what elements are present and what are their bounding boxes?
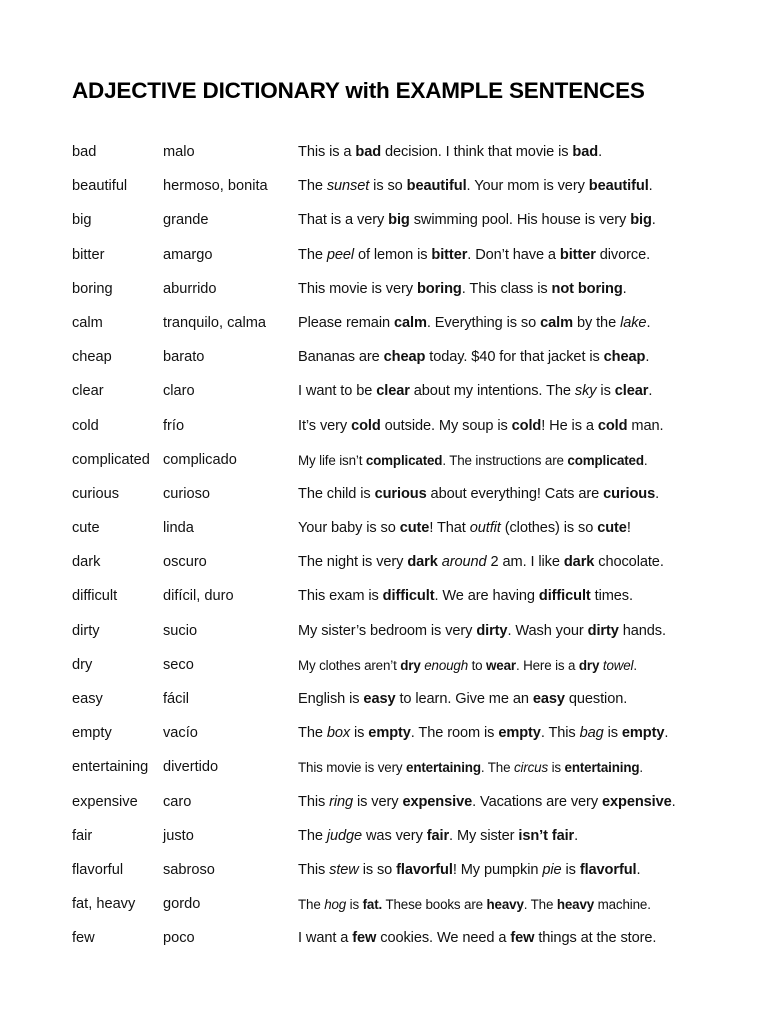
sentence-text: is (561, 861, 580, 878)
sentence-text: outside. My soup is (380, 417, 512, 434)
list-item (0, 443, 768, 477)
english-word: cold (72, 417, 99, 434)
example-sentence (298, 143, 602, 161)
english-word: easy (72, 691, 103, 707)
sentence-text: is (346, 897, 363, 913)
example-sentence (298, 553, 664, 571)
sentence-text: This movie is very (298, 760, 407, 776)
spanish-translation: seco (163, 656, 194, 673)
spanish-translation: amargo (163, 246, 213, 263)
list-item (0, 477, 768, 511)
sentence-text: . Here is a (515, 657, 579, 673)
sentence-text: decision. I think that movie is (381, 144, 573, 160)
adjective-highlight: heavy (486, 897, 524, 913)
spanish-translation: poco (163, 930, 195, 947)
example-sentence (298, 929, 656, 947)
sentence-text: . My sister (449, 827, 519, 844)
adjective-highlight: fat. (362, 897, 383, 913)
list-item (0, 716, 768, 750)
adjective-highlight: calm (393, 314, 427, 331)
adjective-highlight: cheap (603, 349, 646, 366)
sentence-text: . Vacations are very (472, 793, 602, 810)
sentence-text: of lemon is (354, 246, 432, 263)
sentence-text: . Wash your (507, 622, 588, 639)
adjective-highlight: not boring (551, 280, 623, 297)
example-sentence (298, 793, 676, 811)
sentence-text: The night is very (298, 554, 408, 571)
vocab-italic: hog (324, 897, 347, 913)
sentence-text: It’s very (298, 417, 352, 434)
spanish-translation: justo (163, 827, 194, 844)
vocab-italic: outfit (469, 520, 501, 537)
sentence-text: . (574, 827, 579, 844)
spanish-translation: tranquilo, calma (163, 314, 267, 331)
adjective-highlight: fair (426, 827, 450, 844)
list-item (0, 340, 768, 374)
list-item (0, 614, 768, 648)
sentence-text: Please remain (298, 314, 394, 331)
adjective-highlight: heavy (556, 897, 595, 913)
sentence-text: things at the store. (534, 930, 657, 947)
example-sentence (298, 587, 633, 605)
adjective-highlight: dirty (476, 622, 508, 639)
list-item (0, 785, 768, 819)
sentence-text: . (639, 760, 643, 776)
list-item (0, 853, 768, 887)
english-word: dirty (72, 622, 100, 639)
adjective-highlight: calm (540, 314, 573, 331)
sentence-text: I want to be (298, 383, 377, 400)
sentence-text: by the (572, 314, 621, 331)
sentence-text: The (298, 178, 327, 195)
english-word: boring (72, 280, 113, 297)
adjective-highlight: beautiful (406, 178, 467, 195)
sentence-text: I want a (298, 930, 353, 947)
spanish-translation: divertido (163, 759, 219, 776)
example-sentence (298, 896, 651, 914)
sentence-text: That is a very (298, 212, 389, 229)
vocab-italic: enough (424, 657, 469, 673)
english-word: dry (72, 656, 93, 673)
vocab-italic: sky (574, 383, 597, 400)
list-item (0, 545, 768, 579)
sentence-text: Your baby is so (298, 520, 400, 537)
english-word: bad (72, 144, 97, 160)
vocab-italic: lake (620, 314, 647, 331)
sentence-text: hands. (618, 622, 666, 639)
sentence-text: . The (523, 897, 557, 913)
adjective-highlight: bitter (559, 246, 596, 263)
adjective-highlight: flavorful (579, 861, 637, 878)
spanish-translation: hermoso, bonita (163, 178, 268, 195)
list-item (0, 750, 768, 784)
adjective-highlight: beautiful (588, 178, 649, 195)
english-word: difficult (72, 588, 118, 605)
vocab-italic: circus (513, 760, 549, 776)
list-item (0, 238, 768, 272)
sentence-text: 2 am. I like (486, 554, 564, 571)
spanish-translation: barato (163, 349, 205, 366)
sentence-text: . We are having (434, 588, 539, 605)
english-word: entertaining (72, 759, 149, 776)
adjective-highlight: easy (532, 691, 565, 707)
sentence-text: cookies. We need a (376, 930, 511, 947)
sentence-text: . This (540, 725, 580, 742)
adjective-highlight: curious (374, 485, 427, 502)
vocab-italic: stew (329, 861, 359, 878)
list-item (0, 579, 768, 613)
sentence-text: The (298, 897, 325, 913)
sentence-text: This is a (298, 144, 356, 160)
english-word: few (72, 930, 95, 947)
adjective-highlight: cold (351, 417, 381, 434)
spanish-translation: fácil (163, 691, 189, 707)
example-sentence (298, 485, 659, 503)
sentence-text: The child is (298, 485, 375, 502)
sentence-text: . (622, 280, 627, 297)
example-sentence (298, 177, 653, 195)
sentence-text: My sister’s bedroom is very (298, 622, 477, 639)
example-sentence (298, 280, 627, 298)
sentence-text: . Don’t have a (467, 246, 560, 263)
example-sentence (298, 246, 650, 264)
sentence-text: to (468, 657, 487, 673)
list-item (0, 887, 768, 921)
sentence-text: The (298, 246, 327, 263)
spanish-translation: linda (163, 520, 194, 537)
list-item (0, 648, 768, 682)
sentence-text: was very (362, 827, 427, 844)
list-item (0, 306, 768, 340)
example-sentence (298, 211, 656, 229)
sentence-text: is (603, 725, 622, 742)
sentence-text: English is (298, 691, 364, 707)
english-word: complicated (72, 451, 150, 468)
adjective-highlight: dark (407, 554, 438, 571)
spanish-translation: caro (163, 793, 192, 810)
adjective-highlight: dark (563, 554, 595, 571)
sentence-text: . (664, 725, 669, 742)
sentence-text: is so (358, 861, 397, 878)
spanish-translation: difícil, duro (163, 588, 234, 605)
sentence-text: question. (564, 691, 628, 707)
sentence-text: about my intentions. The (409, 383, 575, 400)
adjective-highlight: isn’t fair (518, 827, 575, 844)
sentence-text: . (643, 452, 648, 468)
sentence-text: . (671, 793, 676, 810)
sentence-text: ! (626, 520, 631, 537)
spanish-translation: grande (163, 212, 209, 229)
sentence-text: This (298, 793, 330, 810)
vocab-italic: pie (542, 861, 562, 878)
sentence-text: These books are (382, 897, 487, 913)
vocab-italic: sunset (326, 178, 370, 195)
english-word: big (72, 212, 92, 229)
sentence-text: This exam is (298, 588, 383, 605)
sentence-text: . This class is (461, 280, 552, 297)
adjective-highlight: entertaining (564, 760, 640, 776)
adjective-highlight: easy (363, 691, 396, 707)
adjective-highlight: wear (486, 657, 516, 673)
adjective-highlight: dry (400, 657, 421, 673)
sentence-text: . The (480, 760, 514, 776)
list-item (0, 374, 768, 408)
adjective-highlight: empty (621, 725, 665, 742)
sentence-text: . (636, 861, 641, 878)
spanish-translation: complicado (163, 451, 237, 468)
adjective-highlight: big (630, 212, 652, 229)
adjective-highlight: complicated (365, 452, 443, 468)
spanish-translation: aburrido (163, 280, 217, 297)
sentence-text: . (648, 178, 653, 195)
example-sentence (298, 724, 668, 742)
adjective-highlight: curious (603, 485, 656, 502)
list-item (0, 511, 768, 545)
example-sentence (298, 382, 652, 400)
spanish-translation: oscuro (163, 554, 207, 571)
example-sentence (298, 314, 650, 332)
sentence-text: . Your mom is very (466, 178, 589, 195)
adjective-highlight: big (388, 212, 410, 229)
english-word: calm (72, 314, 103, 331)
adjective-highlight: cheap (383, 349, 426, 366)
sentence-text: . (633, 657, 637, 673)
example-sentence (298, 657, 637, 675)
adjective-highlight: cold (597, 417, 628, 434)
spanish-translation: vacío (163, 725, 198, 742)
vocab-italic: ring (329, 793, 354, 810)
sentence-text: . (645, 349, 650, 366)
english-word: fat, heavy (72, 896, 136, 913)
example-sentence (298, 519, 631, 537)
adjective-highlight: cute (399, 520, 430, 537)
vocab-italic: judge (326, 827, 363, 844)
vocab-italic: bag (579, 725, 604, 742)
english-word: flavorful (72, 861, 124, 878)
list-item (0, 169, 768, 203)
english-word: beautiful (72, 178, 128, 195)
sentence-text: . (598, 144, 603, 160)
spanish-translation: curioso (163, 485, 211, 502)
spanish-translation: malo (163, 144, 195, 160)
list-item (0, 135, 768, 169)
list-item (0, 409, 768, 443)
adjective-highlight: clear (376, 383, 410, 400)
sentence-text: . The instructions are (442, 452, 568, 468)
list-item (0, 921, 768, 955)
english-word: expensive (72, 793, 138, 810)
sentence-text: . The room is (410, 725, 499, 742)
spanish-translation: sabroso (163, 861, 215, 878)
adjective-highlight: empty (498, 725, 541, 742)
english-word: cheap (72, 349, 112, 366)
adjective-highlight: expensive (601, 793, 672, 810)
example-sentence (298, 690, 627, 708)
sentence-text: . (651, 212, 656, 229)
sentence-text: ! That (429, 520, 470, 537)
sentence-text: The (298, 827, 327, 844)
sentence-text: to learn. Give me an (395, 691, 533, 707)
list-item (0, 203, 768, 237)
sentence-text: is so (369, 178, 407, 195)
example-sentence (298, 452, 647, 470)
sentence-text: is (350, 725, 369, 742)
adjective-highlight: empty (368, 725, 411, 742)
sentence-text: ! He is a (541, 417, 598, 434)
sentence-text: times. (590, 588, 633, 605)
sentence-text: . (648, 383, 653, 400)
english-word: curious (72, 485, 120, 502)
adjective-highlight: dirty (587, 622, 619, 639)
sentence-text: man. (627, 417, 664, 434)
vocab-italic: box (326, 725, 351, 742)
adjective-highlight: complicated (567, 452, 644, 468)
sentence-text: machine. (594, 897, 651, 913)
sentence-text: divorce. (595, 246, 651, 263)
adjective-highlight: boring (416, 280, 462, 297)
vocab-italic: around (441, 554, 487, 571)
english-word: cute (72, 520, 100, 537)
english-word: empty (72, 725, 112, 742)
sentence-text: . (646, 314, 651, 331)
sentence-text: This movie is very (298, 280, 417, 297)
sentence-text: (clothes) is so (500, 520, 598, 537)
sentence-text: . Everything is so (426, 314, 541, 331)
sentence-text: chocolate. (594, 554, 664, 571)
sentence-text: swimming pool. His house is very (409, 212, 631, 229)
spanish-translation: frío (163, 417, 185, 434)
adjective-highlight: bad (355, 144, 382, 160)
example-sentence (298, 417, 663, 435)
english-word: dark (72, 554, 101, 571)
sentence-text: My clothes aren’t (298, 657, 401, 673)
example-sentence (298, 348, 649, 366)
sentence-text: This (298, 861, 330, 878)
adjective-highlight: few (352, 930, 377, 947)
adjective-highlight: cold (511, 417, 542, 434)
english-word: bitter (72, 246, 105, 263)
sentence-text: about everything! Cats are (426, 485, 604, 502)
spanish-translation: gordo (163, 896, 201, 913)
sentence-text: today. $40 for that jacket is (425, 349, 604, 366)
adjective-highlight: entertaining (406, 760, 481, 776)
list-item (0, 682, 768, 716)
sentence-text: My life isn’t (298, 452, 366, 468)
sentence-text: is very (353, 793, 403, 810)
sentence-text: is (548, 760, 565, 776)
vocab-italic: towel (602, 657, 634, 673)
page-title: ADJECTIVE DICTIONARY with EXAMPLE SENTENCES (72, 78, 645, 103)
example-sentence (298, 622, 666, 640)
adjective-highlight: difficult (538, 588, 591, 605)
sentence-text: ! My pumpkin (452, 861, 543, 878)
spanish-translation: claro (163, 383, 195, 400)
adjective-highlight: difficult (382, 588, 435, 605)
example-sentence (298, 827, 578, 845)
english-word: clear (72, 383, 104, 400)
vocab-italic: peel (326, 246, 355, 263)
adjective-highlight: few (510, 930, 535, 947)
adjective-highlight: flavorful (396, 861, 453, 878)
english-word: fair (72, 827, 93, 844)
example-sentence (298, 759, 643, 777)
list-item (0, 819, 768, 853)
entry-list (0, 135, 768, 956)
sentence-text: Bananas are (298, 349, 384, 366)
adjective-highlight: bad (572, 144, 599, 160)
adjective-highlight: expensive (402, 793, 473, 810)
example-sentence (298, 861, 640, 879)
sentence-text: The (298, 725, 327, 742)
adjective-highlight: cute (597, 520, 627, 537)
adjective-highlight: clear (614, 383, 649, 400)
spanish-translation: sucio (163, 622, 198, 639)
list-item (0, 272, 768, 306)
sentence-text: is (596, 383, 615, 400)
adjective-highlight: dry (578, 657, 600, 673)
adjective-highlight: bitter (431, 246, 468, 263)
sentence-text: . (655, 485, 660, 502)
